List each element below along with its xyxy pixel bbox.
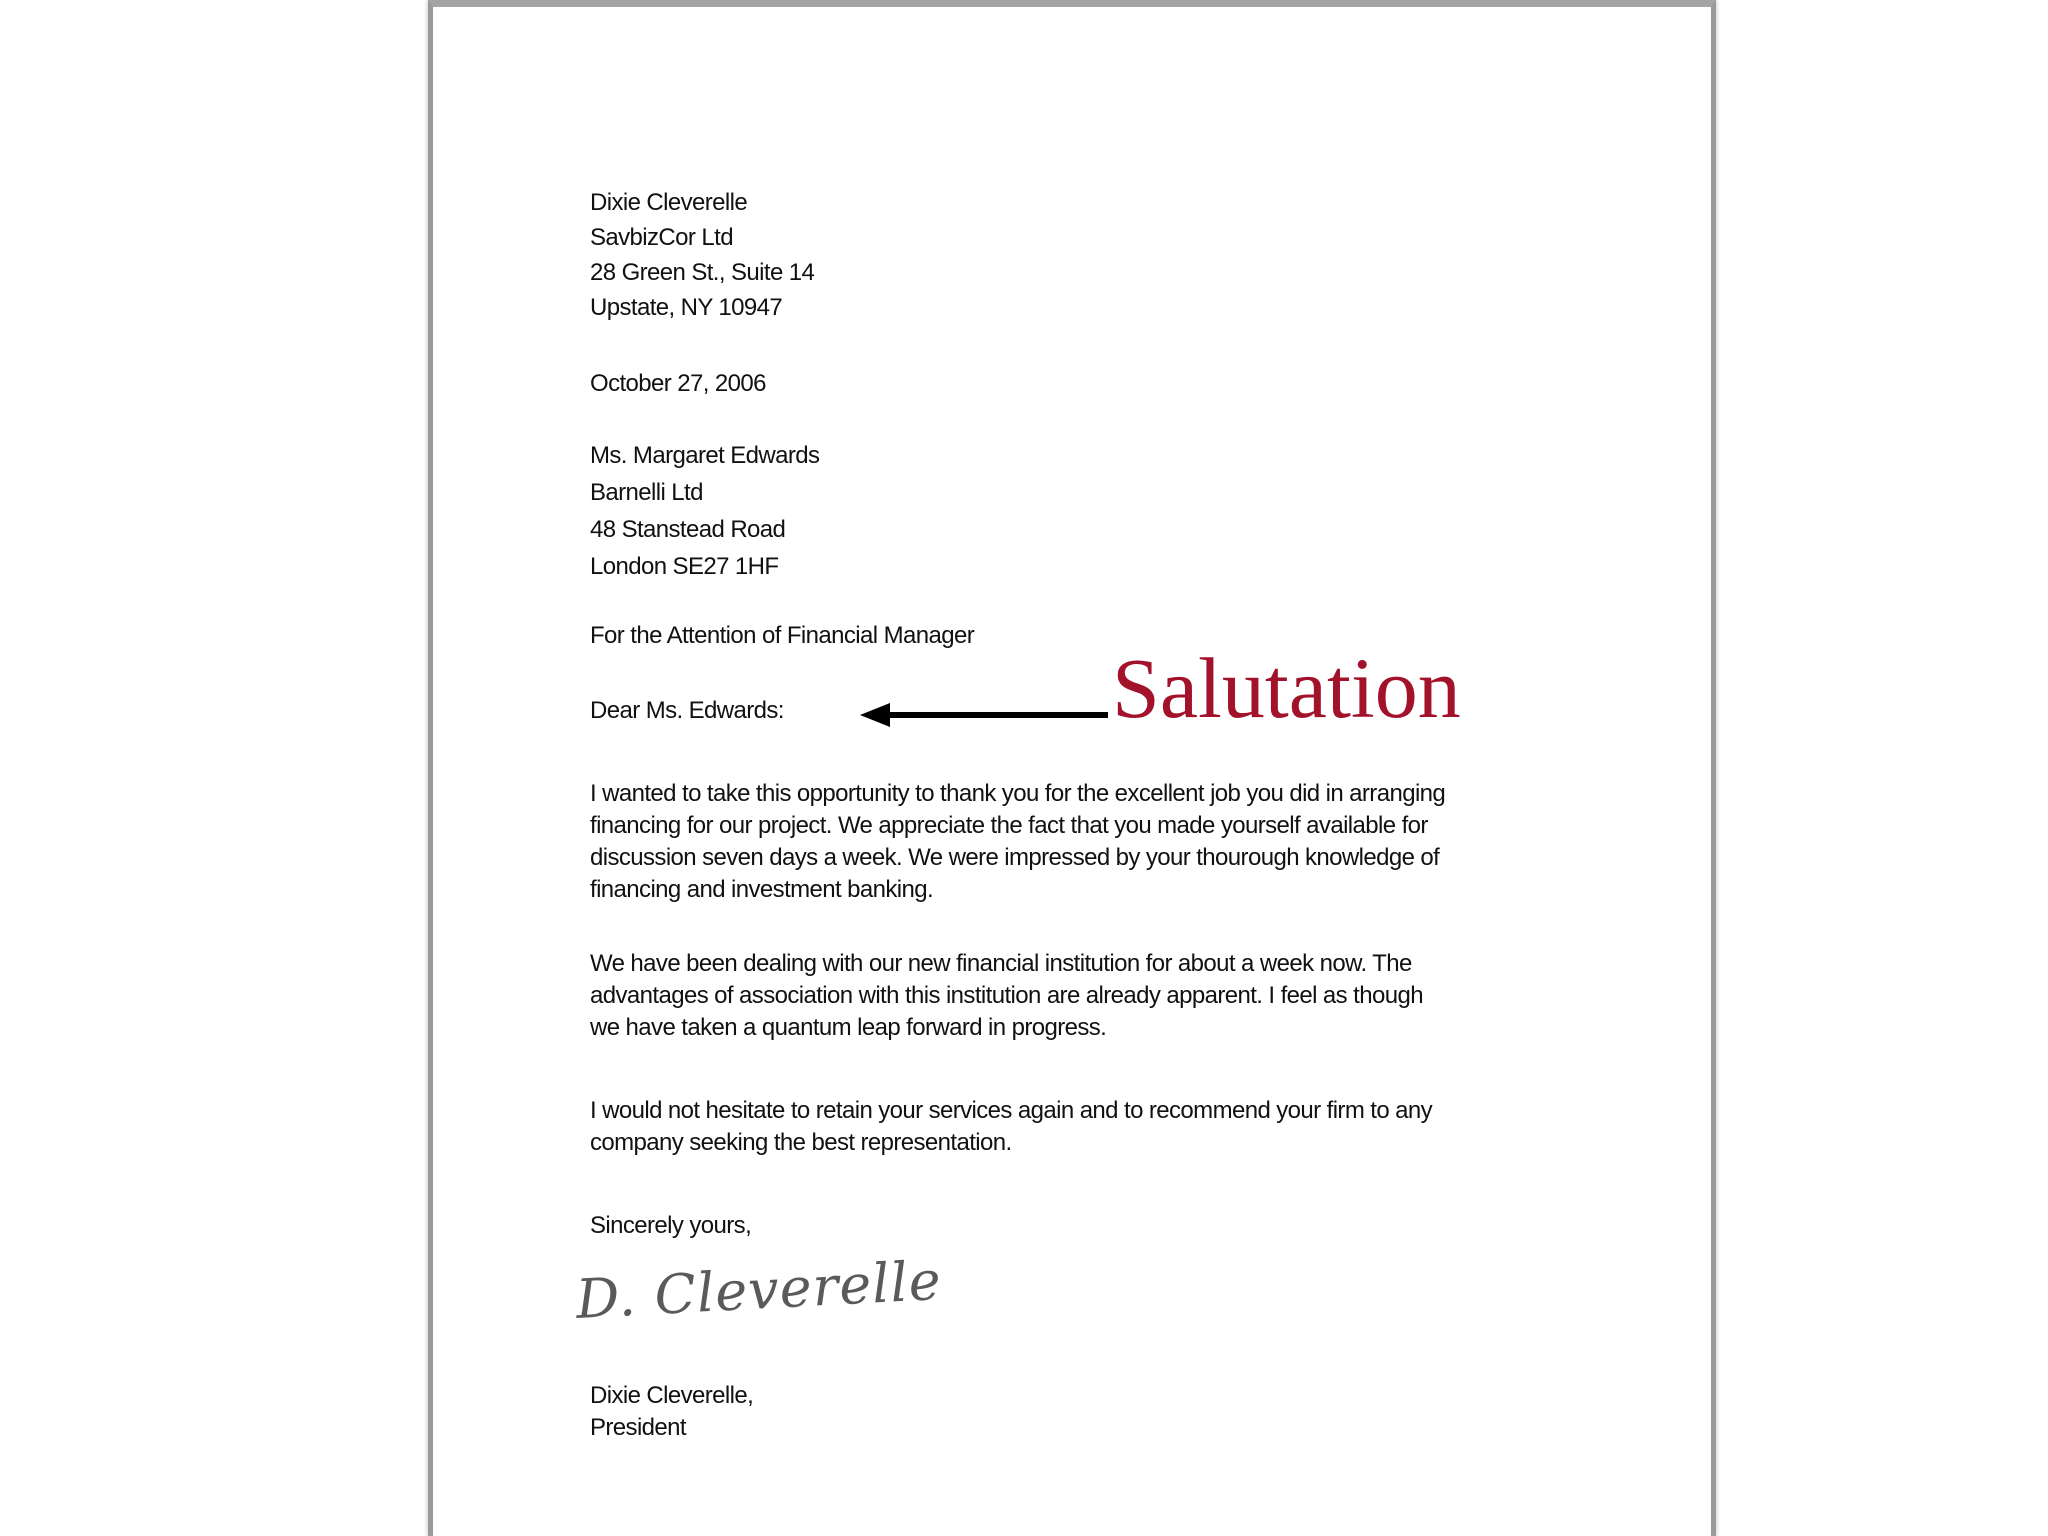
attention-line: For the Attention of Financial Manager [590,622,975,649]
signer-block [590,1380,753,1444]
recipient-company: Barnelli Ltd [590,479,703,506]
salutation: Dear Ms. Edwards: [590,697,784,724]
paragraph-line: I wanted to take this opportunity to thank you for the excellent job you did in arranging [590,780,1446,807]
paragraph-line: financing for our project. We appreciate the fact that you made yourself available for [590,812,1428,839]
recipient-street: 48 Stanstead Road [590,516,786,543]
recipient-address [590,437,819,585]
handwritten-signature: D. Cleverelle [574,1248,944,1331]
letter-date: October 27, 2006 [590,370,766,397]
paragraph-line: discussion seven days a week. We were impressed by your thourough knowledge of [590,844,1440,871]
sender-city: Upstate, NY 10947 [590,294,783,321]
body-paragraph-1 [590,778,1610,906]
sender-name: Dixie Cleverelle [590,189,748,216]
recipient-name: Ms. Margaret Edwards [590,442,820,469]
sender-street: 28 Green St., Suite 14 [590,259,815,286]
sender-address [590,185,814,325]
paragraph-line: I would not hesitate to retain your services again and to recommend your firm to any [590,1097,1433,1124]
sender-company: SavbizCor Ltd [590,224,733,251]
salutation-annotation-label: Salutation [1112,640,1461,736]
signer-title: President [590,1414,686,1441]
paragraph-line: company seeking the best representation. [590,1129,1012,1156]
body-paragraph-2 [590,948,1610,1044]
signer-name: Dixie Cleverelle, [590,1382,754,1409]
paragraph-line: advantages of association with this institution are already apparent. I feel as though [590,982,1423,1009]
recipient-city: London SE27 1HF [590,553,779,580]
paragraph-line: financing and investment banking. [590,876,934,903]
body-paragraph-3 [590,1095,1610,1159]
paragraph-line: we have taken a quantum leap forward in progress. [590,1014,1107,1041]
paragraph-line: We have been dealing with our new financial institution for about a week now. The [590,950,1412,977]
closing: Sincerely yours, [590,1212,752,1239]
arrow-icon [860,695,1120,735]
